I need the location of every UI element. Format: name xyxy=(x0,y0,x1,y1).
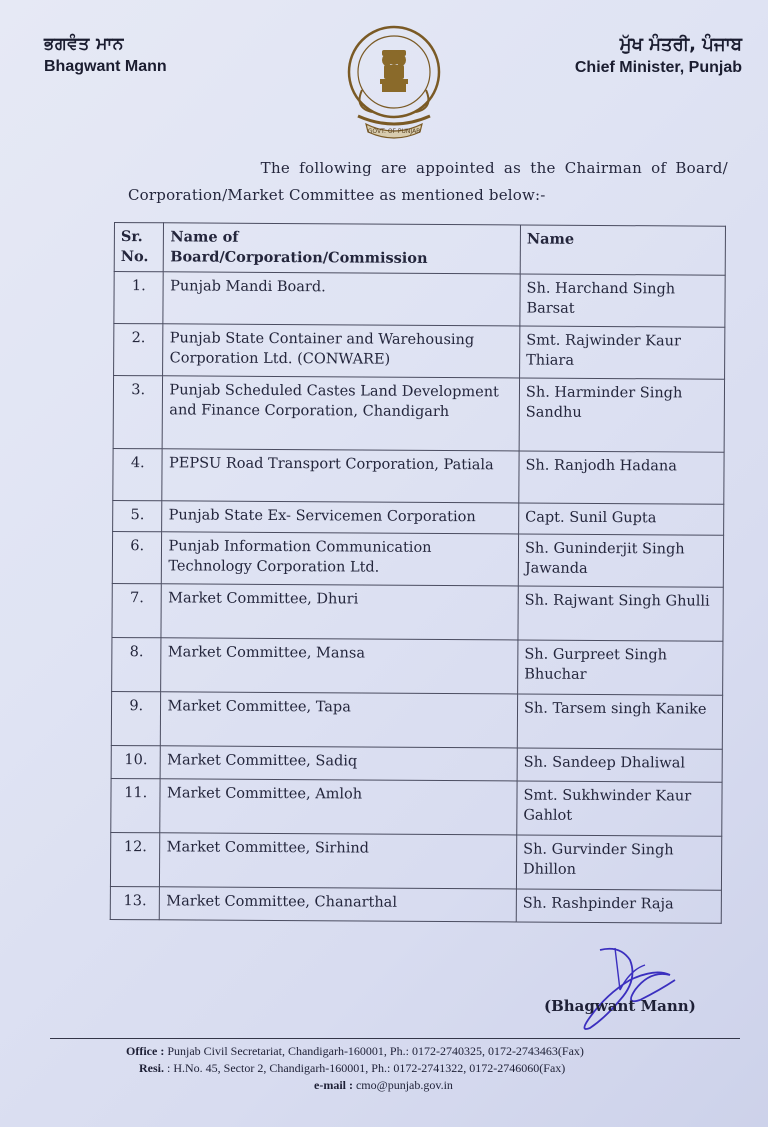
row-board: Market Committee, Sadiq xyxy=(161,746,518,781)
row-number: 11. xyxy=(111,778,161,832)
table-row xyxy=(114,324,725,380)
row-board: Punjab Mandi Board. xyxy=(163,272,520,326)
footer-contact xyxy=(0,1043,768,1094)
row-board: Punjab Information Communication Technology Corporation Ltd. xyxy=(162,532,519,586)
row-number: 10. xyxy=(111,745,161,778)
row-number: 2. xyxy=(114,324,164,376)
emblem-caption: GOVT. OF PUNJAB xyxy=(367,128,421,135)
row-number: 1. xyxy=(114,272,164,324)
appointments-table xyxy=(110,222,726,924)
table-row xyxy=(111,691,722,749)
table-row xyxy=(112,531,723,587)
row-board: Market Committee, Chanarthal xyxy=(160,887,517,922)
row-person: Smt. Sukhwinder Kaur Gahlot xyxy=(517,781,722,836)
email-address[interactable]: cmo@punjab.gov.in xyxy=(355,1078,453,1092)
office-title-english: Chief Minister, Punjab xyxy=(574,59,742,76)
table-row xyxy=(110,886,721,923)
row-number: 5. xyxy=(113,500,163,531)
row-number: 12. xyxy=(110,832,160,886)
row-board: Market Committee, Sirhind xyxy=(160,833,517,889)
table-row xyxy=(112,637,723,695)
row-person: Sh. Rajwant Singh Ghulli xyxy=(518,586,723,641)
table-row xyxy=(111,778,722,836)
intro-paragraph xyxy=(128,155,728,209)
row-board: PEPSU Road Transport Corporation, Patiala xyxy=(162,449,519,503)
row-board: Punjab Scheduled Castes Land Development and Finance Corporation, Chandigarh xyxy=(163,376,520,451)
email-label: e-mail : xyxy=(314,1078,353,1092)
signatory-name: (Bhagwant Mann) xyxy=(544,997,696,1015)
row-board: Punjab State Ex- Servicemen Corporation xyxy=(162,501,519,534)
row-person: Sh. Harminder Singh Sandhu xyxy=(519,378,724,452)
table-row xyxy=(114,272,725,328)
state-emblem-icon xyxy=(344,20,444,145)
office-block xyxy=(575,34,742,77)
intro-line-2: Corporation/Market Committee as mentioned below:- xyxy=(128,186,546,204)
row-number: 3. xyxy=(113,376,163,449)
sender-name-punjabi: ਭਗਵੰਤ ਮਾਨ xyxy=(44,34,124,54)
row-board: Market Committee, Amloh xyxy=(160,779,517,835)
row-person: Sh. Gurpreet Singh Bhuchar xyxy=(518,640,723,695)
row-board: Market Committee, Dhuri xyxy=(161,584,518,640)
row-person: Capt. Sunil Gupta xyxy=(519,503,724,535)
signature-scribble-icon xyxy=(560,940,690,1035)
table-header-row xyxy=(114,223,725,276)
header-person-name: Name xyxy=(520,225,725,275)
row-number: 8. xyxy=(112,637,162,691)
resi-label: Resi. xyxy=(139,1061,164,1075)
row-person: Sh. Harchand Singh Barsat xyxy=(520,274,725,327)
row-person: Smt. Rajwinder Kaur Thiara xyxy=(520,326,725,379)
row-person: Sh. Ranjodh Hadana xyxy=(519,451,724,504)
row-number: 7. xyxy=(112,583,162,637)
sender-block xyxy=(44,34,167,76)
resi-address: : H.No. 45, Sector 2, Chandigarh-160001, Ph.: 0172-2741322, 0172-2746060(Fax) xyxy=(167,1061,566,1075)
table-row xyxy=(110,832,721,890)
row-board: Market Committee, Mansa xyxy=(161,638,518,694)
row-person: Sh. Sandeep Dhaliwal xyxy=(517,748,722,782)
footer-divider xyxy=(50,1038,740,1039)
table-row xyxy=(113,448,724,504)
row-board: Punjab State Container and Warehousing Corporation Ltd. (CONWARE) xyxy=(163,324,520,378)
intro-line-1: The following are appointed as the Chairman of Board/ xyxy=(260,159,728,177)
sender-name-english: Bhagwant Mann xyxy=(44,58,167,75)
row-person: Sh. Tarsem singh Kanike xyxy=(517,694,722,749)
row-person: Sh. Rashpinder Raja xyxy=(516,889,721,923)
header-sr-no: Sr. No. xyxy=(114,223,164,272)
office-title-punjabi: ਮੁੱਖ ਮੰਤਰੀ, ਪੰਜਾਬ xyxy=(619,34,742,55)
row-number: 6. xyxy=(112,531,162,583)
row-person: Sh. Gurvinder Singh Dhillon xyxy=(516,835,721,890)
row-number: 4. xyxy=(113,448,163,500)
office-label: Office : xyxy=(126,1044,165,1058)
table-row xyxy=(111,745,722,782)
row-board: Market Committee, Tapa xyxy=(161,692,518,748)
header-board-name: Name of Board/Corporation/Commission xyxy=(164,223,521,274)
row-person: Sh. Guninderjit Singh Jawanda xyxy=(518,534,723,587)
row-number: 13. xyxy=(110,886,160,919)
office-address: Punjab Civil Secretariat, Chandigarh-160001, Ph.: 0172-2740325, 0172-2743463(Fax) xyxy=(167,1044,584,1058)
table-row xyxy=(113,376,724,453)
row-number: 9. xyxy=(111,691,161,745)
table-row xyxy=(112,583,723,641)
table-row xyxy=(113,500,724,535)
